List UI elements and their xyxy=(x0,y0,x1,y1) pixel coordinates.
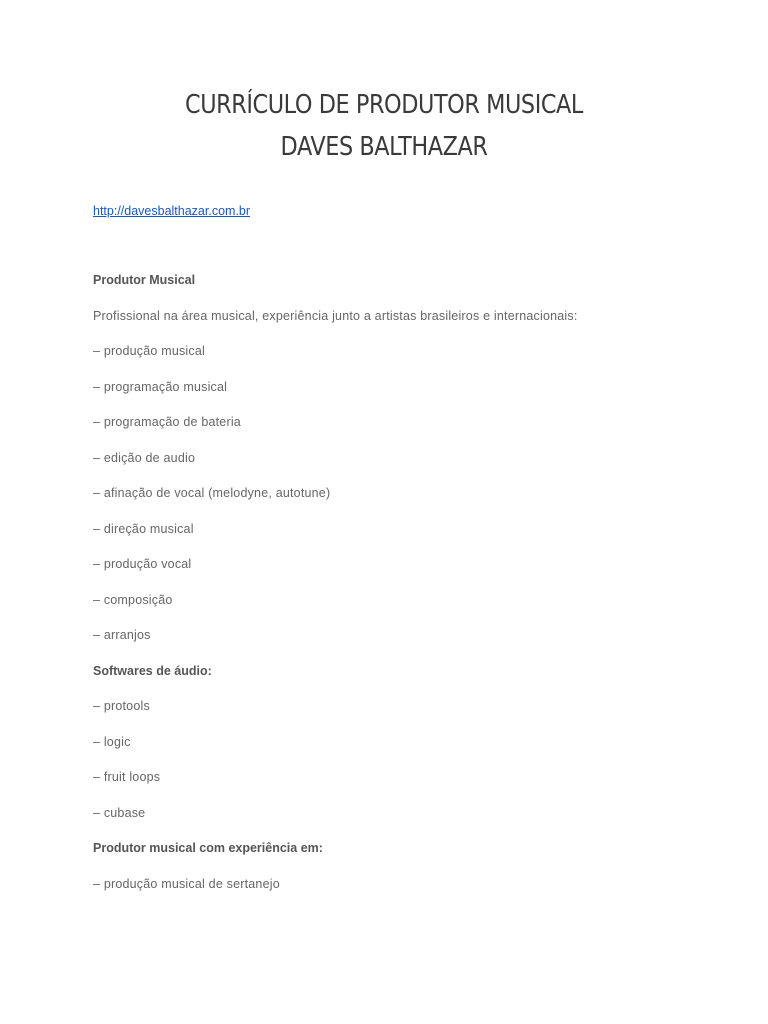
intro-paragraph: Profissional na área musical, experiência junto a artistas brasileiros e internacionais: xyxy=(93,308,578,323)
list-item: – cubase xyxy=(93,805,146,820)
title-line-1: CURRÍCULO DE PRODUTOR MUSICAL xyxy=(185,90,583,120)
list-item: – protools xyxy=(93,699,150,713)
section-heading-experiencia: Produtor musical com experiência em: xyxy=(93,841,323,855)
website-link[interactable]: http://davesbalthazar.com.br xyxy=(93,204,251,218)
list-item: – produção vocal xyxy=(93,557,192,571)
list-item: – programação de bateria xyxy=(93,415,241,429)
list-item: – arranjos xyxy=(93,628,151,642)
section-heading-produtor: Produtor Musical xyxy=(93,273,196,287)
list-item: – composição xyxy=(93,592,173,607)
list-item: – produção musical de sertanejo xyxy=(93,876,280,891)
list-item: – programação musical xyxy=(93,379,228,394)
title-line-2: DAVES BALTHAZAR xyxy=(280,132,488,162)
list-item: – direção musical xyxy=(93,521,194,536)
list-item: – afinação de vocal (melodyne, autotune) xyxy=(93,486,331,500)
list-item: – logic xyxy=(93,734,131,749)
list-item: – produção musical xyxy=(93,344,205,358)
list-item: – edição de audio xyxy=(93,450,196,465)
document-body xyxy=(93,270,713,909)
document-title xyxy=(54,84,714,168)
list-item: – fruit loops xyxy=(93,770,161,784)
section-heading-softwares: Softwares de áudio: xyxy=(93,663,212,678)
